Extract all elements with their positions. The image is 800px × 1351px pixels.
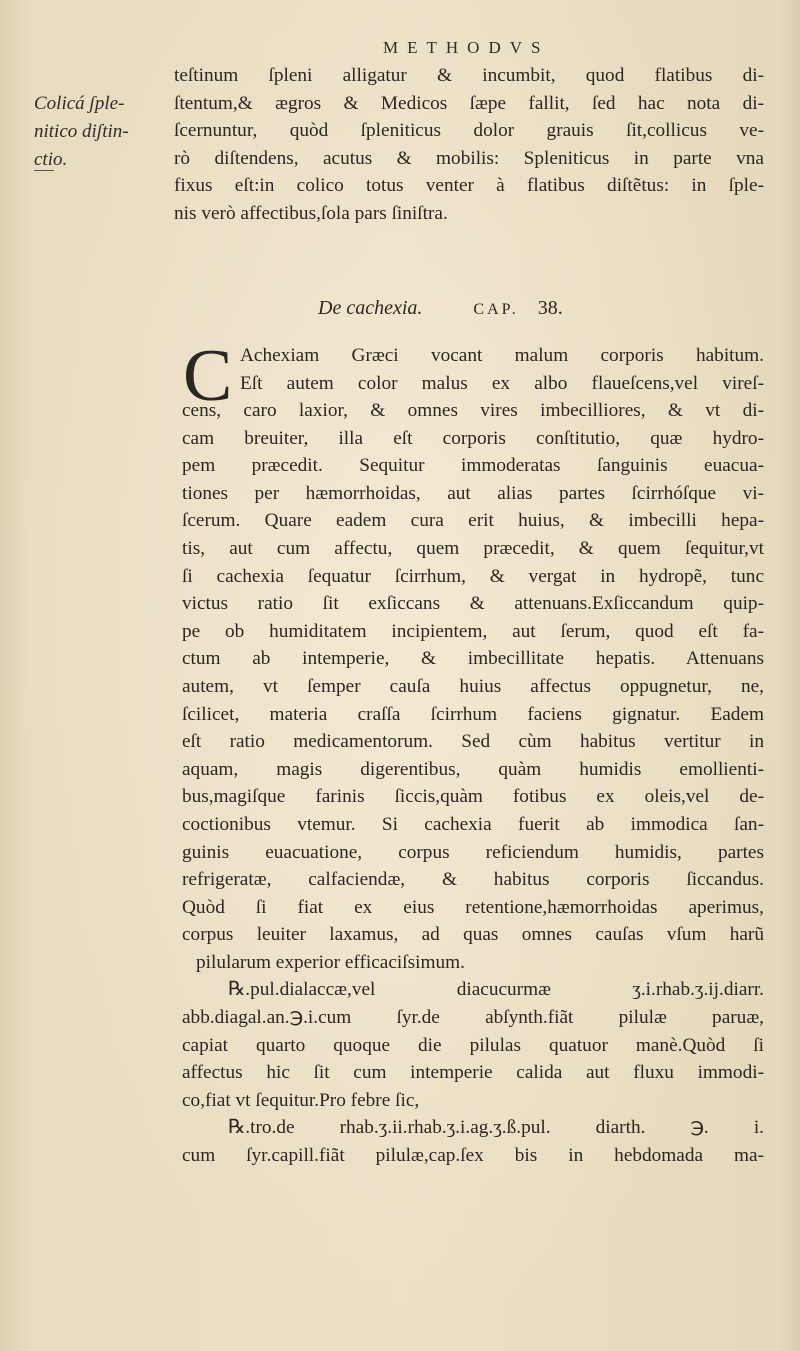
text-line: aquam, magis digerentibus, quàm humidis emollienti- [182, 758, 764, 780]
chapter-title: De cachexia. [318, 297, 423, 319]
recipe-line: capiat quarto quoque die pilulas quatuor manè.Quòd ſi [182, 1034, 764, 1056]
text-line: pem præcedit. Sequitur immoderatas ſanguinis euacua- [182, 455, 764, 477]
text-line: eſt ratio medicamentorum. Sed cùm habitus vertitur in [182, 731, 764, 753]
recipe-line: ℞.tro.de rhab.ʒ.ii.rhab.ʒ.i.ag.ʒ.ß.pul. diarth. ℈. i. [228, 1117, 764, 1139]
text-line: pe ob humiditatem incipientem, aut ſerum, quod eſt fa- [182, 620, 764, 642]
text-line: Eſt autem color malus ex albo flaueſcens,vel vireſ- [240, 372, 764, 394]
recipe-line: affectus hic ſit cum intemperie calida aut fluxu immodi- [182, 1062, 764, 1084]
chapter-body [182, 397, 764, 1170]
text-line: coctionibus vtemur. Si cachexia fuerit ab immodica ſan- [182, 813, 764, 835]
margin-note [34, 90, 164, 171]
text-line: ſcilicet, materia craſſa ſcirrhum faciens gignatur. Eadem [182, 703, 764, 725]
margin-note-line: Colicá ʃple- [34, 93, 125, 114]
text-line: rò diſtendens, acutus & mobilis: Spleniticus in parte vna [174, 147, 764, 169]
text-line: Achexiam Græci vocant malum corporis habitum. [240, 345, 764, 366]
recipe-line: ℞.pul.dialaccæ,vel diacucurmæ ʒ.i.rhab.ʒ.ij.diarr. [228, 979, 764, 1001]
text-line: cens, caro laxior, & omnes vires imbecilliores, & vt di- [182, 400, 764, 421]
text-line: ctum ab intemperie, & imbecillitate hepatis. Attenuans [182, 648, 764, 670]
text-line: pilularum experior efficaciſsimum. [196, 951, 465, 973]
text-line: Quòd ſi fiat ex eius retentione,hæmorrhoidas aperimus, [182, 896, 764, 918]
chapter-number: 38. [537, 297, 563, 319]
text-line: ſcerum. Quare eadem cura erit huius, & imbecilli hepa- [182, 510, 764, 532]
chapter-opening-lines [240, 342, 764, 397]
text-line: ſi cachexia ſequatur ſcirrhum, & vergat in hydropẽ, tunc [182, 565, 764, 587]
text-line: bus,magiſque farinis ſiccis,quàm fotibus ex oleis,vel de- [182, 786, 764, 808]
text-line: guinis euacuatione, corpus reficiendum humidis, partes [182, 841, 764, 863]
drop-capital: C [183, 335, 233, 417]
recipe-line: cum ſyr.capill.fiãt pilulæ,cap.ſex bis in hebdomada ma- [182, 1145, 764, 1167]
text-line: autem, vt ſemper cauſa huius affectus oppugnetur, ne, [182, 675, 764, 697]
text-line: victus ratio ſit exſiccans & attenuans.Exſiccandum quip- [182, 593, 764, 615]
text-line: ſtentum,& ægros & Medicos ſæpe fallit, ſed hac nota di- [174, 92, 764, 114]
text-line: tis, aut cum affectu, quem præcedit, & quem ſequitur,vt [182, 537, 764, 559]
paragraph-continuation [174, 62, 764, 228]
recipe-line: abb.diagal.an.℈.i.cum ſyr.de abſynth.fiãt pilulæ paruæ, [182, 1007, 764, 1029]
text-line: corpus leuiter laxamus, ad quas omnes cauſas vſum harũ [182, 924, 764, 946]
text-line: ſcernuntur, quòd ſpleniticus dolor grauis ſit,collicus ve- [174, 120, 764, 142]
text-line: nis verò affectibus,ſola pars ſiniſtra. [174, 202, 448, 224]
text-line: refrigeratæ, calfaciendæ, & habitus corporis ſiccandus. [182, 869, 764, 891]
text-line: teſtinum ſpleni alligatur & incumbit, quod flatibus di- [174, 65, 764, 86]
recipe-line: co,fiat vt ſequitur.Pro febre ſic, [182, 1089, 420, 1111]
chapter-cap-label: CAP. [473, 301, 519, 318]
text-line: cam breuiter, illa eſt corporis conſtitutio, quæ hydro- [182, 427, 764, 449]
chapter-heading [318, 297, 563, 320]
text-line: tiones per hæmorrhoidas, aut alias partes ſcirrhóſque vi- [182, 482, 764, 504]
text-line: fixus eſt:in colico totus venter à flatibus diſtẽtus: in ſple- [174, 175, 764, 197]
margin-note-line: ctio. [34, 149, 68, 170]
margin-note-line: nitico diʃtin- [34, 121, 129, 142]
running-head: METHODVS [383, 38, 550, 57]
